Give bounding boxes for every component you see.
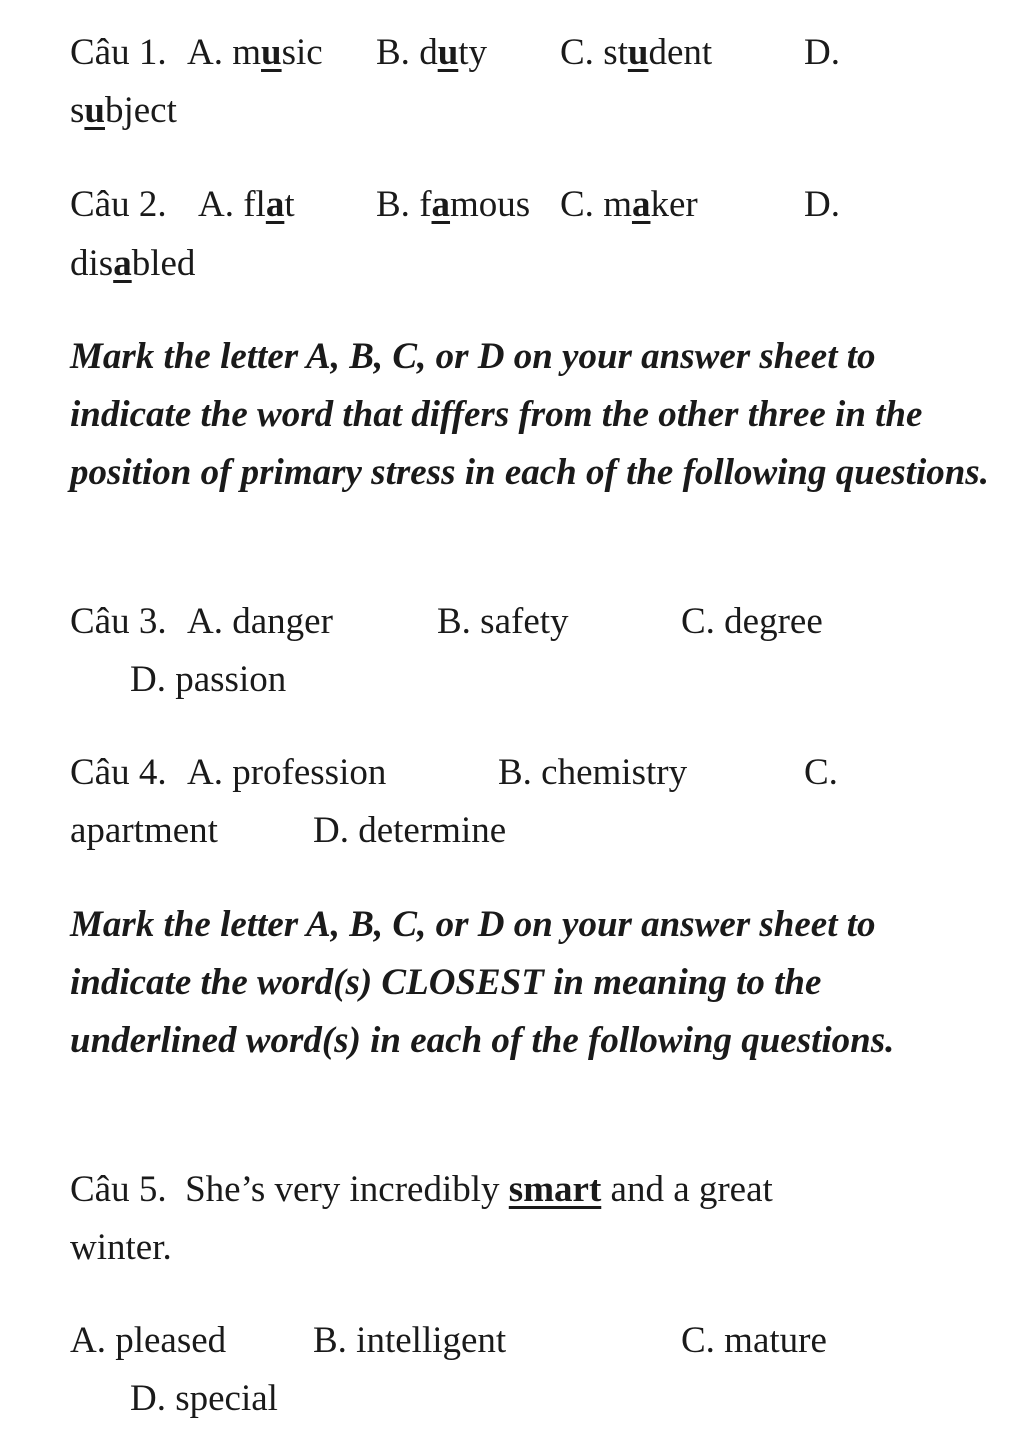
question-3-option-a: A. danger: [187, 601, 333, 642]
question-5-stem-line2: winter.: [70, 1227, 172, 1268]
question-4-option-d: D. determine: [313, 810, 507, 851]
question-5-option-d: D. special: [130, 1378, 278, 1419]
question-1-option-a: A. music: [187, 32, 323, 73]
question-2-option-b: B. famous: [376, 184, 531, 225]
underlined-word: smart: [508, 1169, 602, 1210]
question-1-option-d-letter: D.: [804, 32, 840, 73]
question-3-option-c: C. degree: [681, 601, 823, 642]
question-4-option-c-word: apartment: [70, 810, 218, 851]
question-4-label: Câu 4.: [70, 752, 167, 793]
question-1-option-d-word: subject: [70, 90, 177, 131]
question-4-option-b: B. chemistry: [498, 752, 688, 793]
question-4-option-a: A. profession: [187, 752, 387, 793]
question-1-label: Câu 1.: [70, 32, 167, 73]
question-3-option-d: D. passion: [130, 659, 287, 700]
question-2-label: Câu 2.: [70, 184, 167, 225]
question-3-option-b: B. safety: [437, 601, 569, 642]
question-5-option-c: C. mature: [681, 1320, 827, 1361]
question-5-stem: Câu 5. She’s very incredibly smart and a great: [70, 1169, 773, 1210]
question-3-label: Câu 3.: [70, 601, 167, 642]
question-2-option-c: C. maker: [560, 184, 698, 225]
question-1-option-c: C. student: [560, 32, 713, 73]
question-5-option-b: B. intelligent: [313, 1320, 507, 1361]
question-1-option-b: B. duty: [376, 32, 488, 73]
question-2-option-a: A. flat: [198, 184, 295, 225]
question-5-option-a: A. pleased: [70, 1320, 227, 1361]
question-2-option-d-word: disabled: [70, 243, 196, 284]
instruction-stress: Mark the letter A, B, C, or D on your answer sheet to indicate the word that differs from the other three in the position of primary stress in each of the following questions.: [70, 336, 989, 493]
instruction-synonym: Mark the letter A, B, C, or D on your answer sheet to indicate the word(s) CLOSEST in meaning to the underlined word(s) in each of the following questions.: [70, 904, 895, 1061]
question-2-option-d-letter: D.: [804, 184, 840, 225]
question-4-option-c-letter: C.: [804, 752, 838, 793]
